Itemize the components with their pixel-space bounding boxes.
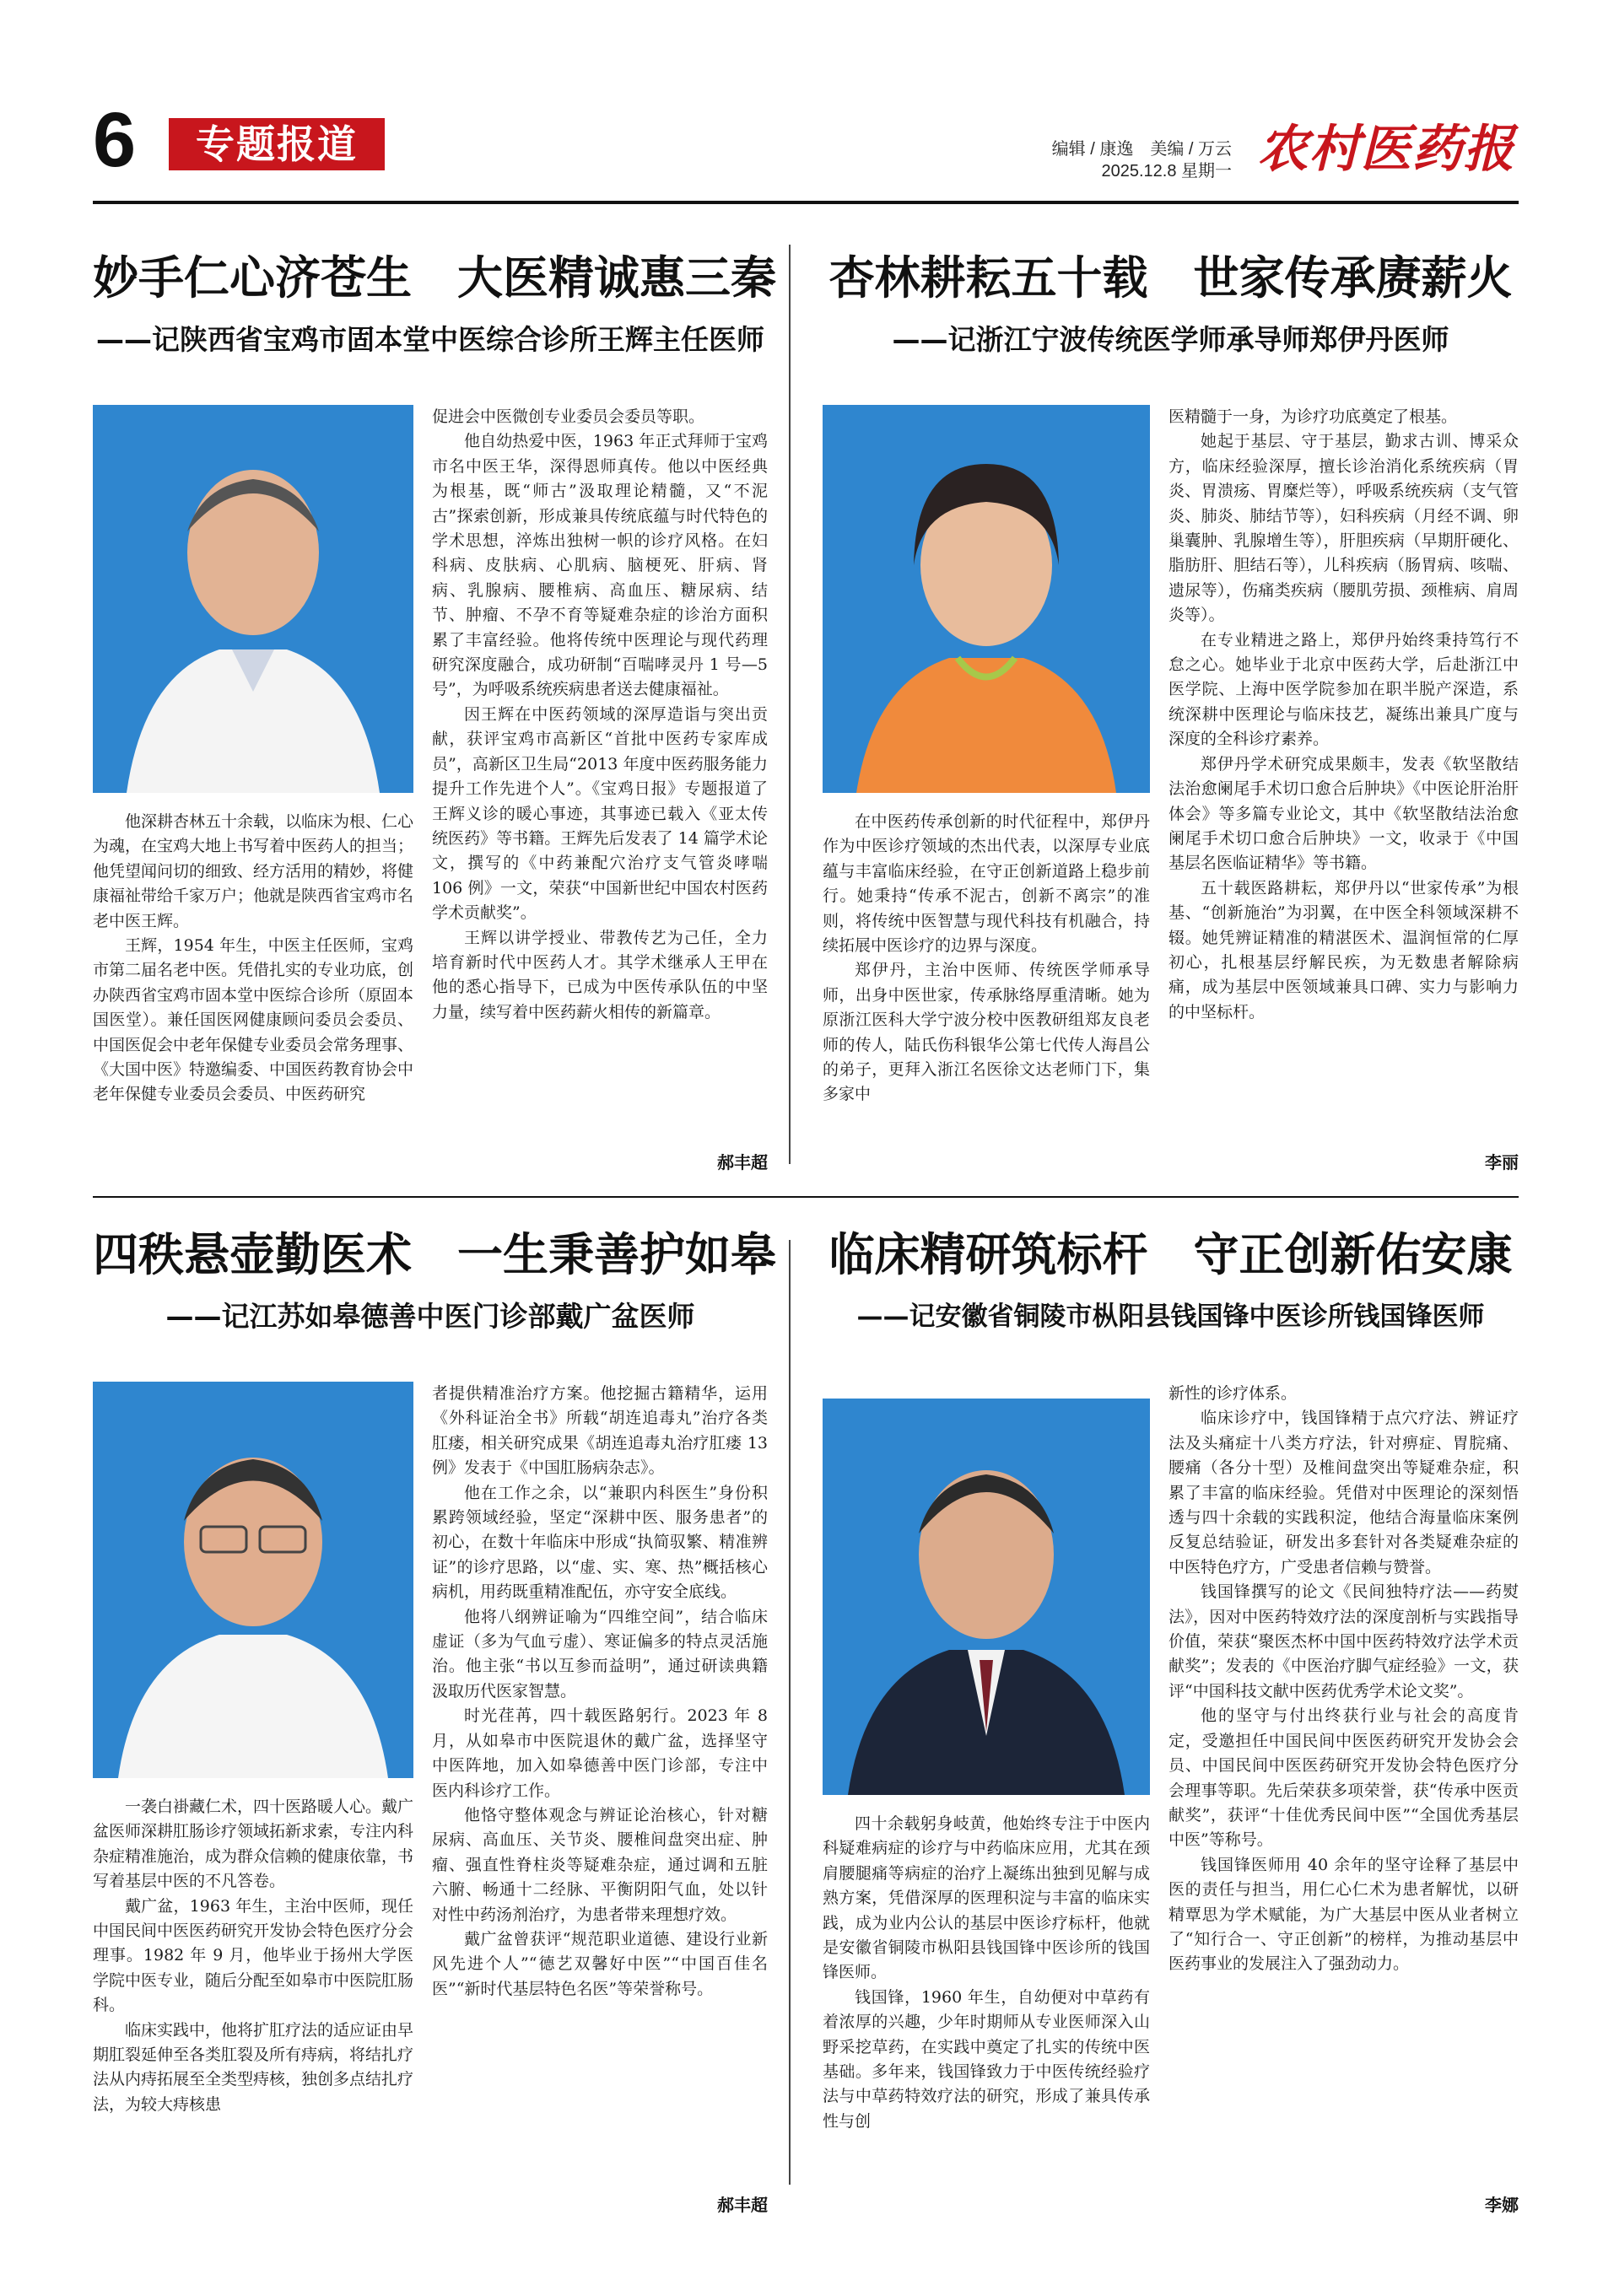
paragraph: 新性的诊疗体系。 xyxy=(1169,1384,1298,1403)
article-qian-guofeng xyxy=(823,1221,1519,2217)
paragraph: 郑伊丹学术研究成果颇丰，发表《软坚散结法治愈阑尾手术切口愈合后肿块》《中医论肝治肝体会》等多篇专业论文，其中《软坚散结法治愈阑尾手术切口愈合后肿块》一文，收录于《中国基层名医临证精华》等书籍。 xyxy=(1169,754,1519,873)
portrait-image xyxy=(823,405,1150,793)
masthead-rule xyxy=(93,201,1519,204)
portrait-image xyxy=(93,1382,413,1778)
paragraph: 戴广盆，1963 年生，主治中医师，现任中国民间中医医药研究开发协会特色医疗分会理事。1982 年 9 月，他毕业于扬州大学医学院中医专业，随后分配至如皋市中医院肛肠科。 xyxy=(93,1896,413,2015)
paragraph: 促进会中医微创专业委员会委员等职。 xyxy=(432,407,705,426)
article-subhead: ——记江苏如皋德善中医门诊部戴广盆医师 xyxy=(165,1300,695,1333)
portrait-photo xyxy=(823,405,1150,793)
author-byline: 郝丰超 xyxy=(717,2195,768,2215)
page-number: 6 xyxy=(93,97,137,183)
body-column-right xyxy=(432,405,768,1151)
editor-credits: 编辑 / 康逸 美编 / 万云 xyxy=(1051,140,1232,159)
body-column-right xyxy=(1169,1382,1519,2195)
author-byline: 李娜 xyxy=(1485,2195,1519,2215)
body-column-right xyxy=(1169,405,1519,1151)
article-headline: 妙手仁心济苍生 大医精诚惠三秦 xyxy=(93,251,776,305)
paragraph: 他的坚守与付出终获行业与社会的高度肯定，受邀担任中国民间中医医药研究开发协会会员、中国民间中医医药研究开发协会特色医疗分会理事等职。先后荣获多项荣誉，获“传承中医贡献奖”，获评“十佳优秀民间中医”“全国优秀基层中医”等称号。 xyxy=(1169,1706,1519,1850)
edition-credits xyxy=(979,138,1232,182)
paragraph: 一袭白褂藏仁术，四十医路暖人心。戴广盆医师深耕肛肠诊疗领域拓新求索，专注内科杂症精准施治，成为群众信赖的健康依靠，书写着基层中医的不凡答卷。 xyxy=(93,1797,413,1891)
author-byline: 郝丰超 xyxy=(717,1152,768,1172)
paragraph: 临床实践中，他将扩肛疗法的适应证由早期肛裂延伸至各类肛裂及所有痔病，将结扎疗法从内痔拓展至全类型痔核，独创多点结扎疗法，为较大痔核患 xyxy=(93,2020,413,2114)
paragraph: 王辉以讲学授业、带教传艺为己任，全力培育新时代中医药人才。其学术继承人王甲在他的悉心指导下，已成为中医传承队伍的中坚力量，续写着中医药薪火相传的新篇章。 xyxy=(432,928,768,1021)
section-rule xyxy=(93,1196,1519,1198)
body-column-left xyxy=(823,1812,1150,2195)
article-headline: 临床精研筑标杆 守正创新佑安康 xyxy=(828,1227,1513,1281)
article-wang-hui xyxy=(93,245,776,1172)
paragraph: 戴广盆曾获评“规范职业道德、建设行业新风先进个人”“德艺双馨好中医”“中国百佳名医”“新时代基层特色名医”等荣誉称号。 xyxy=(432,1929,768,1998)
paragraph: 他自幼热爱中医，1963 年正式拜师于宝鸡市名中医王华，深得恩师真传。他以中医经典为根基，既“师古”汲取理论精髓，又“不泥古”探索创新，形成兼具传统底蕴与时代特色的学术思想，淬炼出独树一帜的诊疗风格。在妇科病、皮肤病、心肌病、脑梗死、肝病、肾病、乳腺病、腰椎病、高血压、糖尿病、结节、肿瘤、不孕不育等疑难杂症的诊治方面积累了丰富经验。他将传统中医理论与现代药理研究深度融合，成功研制“百喘哮灵丹 1 号—5 号”，为呼吸系统疾病患者送去健康福祉。 xyxy=(432,432,768,699)
paragraph: 时光荏苒，四十载医路躬行。2023 年 8 月，从如皋市中医院退休的戴广盆，选择坚守中医阵地，加入如皋德善中医门诊部，专注中医内科诊疗工作。 xyxy=(432,1706,768,1800)
paragraph: 四十余载躬身岐黄，他始终专注于中医内科疑难病症的诊疗与中药临床应用，尤其在颈肩腰腿痛等病症的治疗上凝练出独到见解与成熟方案，凭借深厚的医理积淀与丰富的临床实践，成为业内公认的基层中医诊疗标杆，他就是安徽省铜陵市枞阳县钱国锋中医诊所的钱国锋医师。 xyxy=(823,1814,1150,1982)
paragraph: 钱国锋医师用 40 余年的坚守诠释了基层中医的责任与担当，用仁心仁术为患者解忧，以研精覃思为学术赋能，为广大基层中医从业者树立了“知行合一、守正创新”的榜样，为推动基层中医药事业的发展注入了强劲动力。 xyxy=(1169,1855,1519,1974)
body-column-left xyxy=(93,810,413,1151)
paragraph: 他将八纲辨证喻为“四维空间”，结合临床虚证（多为气血亏虚）、寒证偏多的特点灵活施治。他主张“书以互参而益明”，通过研读典籍汲取历代医家智慧。 xyxy=(432,1607,768,1700)
section-title: 专题报道 xyxy=(169,118,385,170)
paragraph: 郑伊丹，主治中医师、传统医学师承导师，出身中医世家，传承脉络厚重清晰。她为原浙江医科大学宁波分校中医教研组郑友良老师的传人，陆氏伤科银华公第七代传人海昌公的弟子，更拜入浙江名医徐文达老师门下，集多家中 xyxy=(823,961,1150,1104)
body-column-left xyxy=(93,1795,413,2195)
article-subhead: ——记安徽省铜陵市枞阳县钱国锋中医诊所钱国锋医师 xyxy=(856,1302,1485,1332)
body-column-left xyxy=(823,810,1150,1151)
column-divider-bottom xyxy=(789,1240,791,2185)
newspaper-logo: 农村医药报 xyxy=(1257,120,1515,179)
issue-date: 2025.12.8 星期一 xyxy=(1101,162,1232,181)
paragraph: 医精髓于一身，为诊疗功底奠定了根基。 xyxy=(1169,407,1458,426)
article-subhead: ——记浙江宁波传统医学师承导师郑伊丹医师 xyxy=(892,323,1449,356)
paragraph: 他深耕杏林五十余载，以临床为根、仁心为魂，在宝鸡大地上书写着中医药人的担当；他凭望闻问切的细致、经方活用的精妙，将健康福祉带给千家万户；他就是陕西省宝鸡市名老中医王辉。 xyxy=(93,812,413,930)
paragraph: 五十载医路耕耘，郑伊丹以“世家传承”为根基、“创新施治”为羽翼，在中医全科领域深耕不辍。她凭辨证精准的精湛医术、温润恒常的仁厚初心，扎根基层纾解民疾，为无数患者解除病痛，成为基层中医领域兼具口碑、实力与影响力的中坚标杆。 xyxy=(1169,878,1519,1021)
paragraph: 在专业精进之路上，郑伊丹始终秉持笃行不怠之心。她毕业于北京中医药大学，后赴浙江中医学院、上海中医学院参加在职半脱产深造，系统深耕中医理论与临床技艺，凝练出兼具广度与深度的全科诊疗素养。 xyxy=(1169,630,1519,749)
paragraph: 她起于基层、守于基层，勤求古训、博采众方，临床经验深厚，擅长诊治消化系统疾病（胃炎、胃溃疡、胃糜烂等），呼吸系统疾病（支气管炎、肺炎、肺结节等），妇科疾病（月经不调、卵巢囊肿、乳腺增生等），肝胆疾病（早期肝硬化、脂肪肝、胆结石等），儿科疾病（肠胃病、咳喘、遗尿等），伤痛类疾病（腰肌劳损、颈椎病、肩周炎等）。 xyxy=(1169,432,1519,625)
paragraph: 在中医药传承创新的时代征程中，郑伊丹作为中医诊疗领域的杰出代表，以深厚专业底蕴与丰富临床经验，在守正创新道路上稳步前行。她秉持“传承不泥古，创新不离宗”的准则，将传统中医智慧与现代科技有机融合，持续拓展中医诊疗的边界与深度。 xyxy=(823,812,1150,956)
author-byline: 李丽 xyxy=(1485,1152,1519,1172)
paragraph: 者提供精准治疗方案。他挖掘古籍精华，运用《外科证治全书》所载“胡连追毒丸”治疗各类肛瘘，相关研究成果《胡连追毒丸治疗肛瘘 13 例》发表于《中国肛肠病杂志》。 xyxy=(432,1384,768,1478)
portrait-photo xyxy=(823,1399,1150,1795)
paragraph: 王辉，1954 年生，中医主任医师，宝鸡市第二届名老中医。凭借扎实的专业功底，创办陕西省宝鸡市固本堂中医综合诊所（原固本国医堂）。兼任国医网健康顾问委员会委员、中国医促会中老年保健专业委员会常务理事、《大国中医》特邀编委、中国医药教育协会中老年保健专业委员会委员、中医药研究 xyxy=(93,936,413,1104)
paragraph: 临床诊疗中，钱国锋精于点穴疗法、辨证疗法及头痛症十八类方疗法，针对痹症、胃脘痛、腰痛（各分十型）及椎间盘突出等疑难杂症，积累了丰富的临床经验。凭借对中医理论的深刻悟透与四十余载的实践积淀，他结合海量临床案例反复总结验证，研发出多套针对各类疑难杂症的中医特色疗方，广受患者信赖与赞誉。 xyxy=(1169,1409,1519,1576)
article-headline: 四秩悬壶勤医术 一生秉善护如皋 xyxy=(93,1227,776,1281)
body-column-right xyxy=(432,1382,768,2195)
column-divider-top xyxy=(789,245,791,1164)
paragraph: 他恪守整体观念与辨证论治核心，针对糖尿病、高血压、关节炎、腰椎间盘突出症、肿瘤、强直性脊柱炎等疑难杂症，通过调和五脏六腑、畅通十二经脉、平衡阴阳气血，处以针对性中药汤剂治疗，为患者带来理想疗效。 xyxy=(432,1805,768,1924)
paragraph: 因王辉在中医药领域的深厚造诣与突出贡献，获评宝鸡市高新区“首批中医药专家库成员”，高新区卫生局“2013 年度中医药服务能力提升工作先进个人”。《宝鸡日报》专题报道了王辉义诊的暖心事迹，其事迹已载入《亚太传统医药》等书籍。王辉先后发表了 14 篇学术论文，撰写的《中药兼配穴治疗支气管炎哮喘 106 例》一文，荣获“中国新世纪中国农村医药学术贡献奖”。 xyxy=(432,704,768,923)
portrait-photo xyxy=(93,1382,413,1778)
article-zheng-yidan xyxy=(823,245,1519,1172)
article-headline: 杏林耕耘五十载 世家传承赓薪火 xyxy=(828,251,1513,305)
article-dai-guangpen xyxy=(93,1221,776,2217)
portrait-image xyxy=(93,405,413,793)
paragraph: 钱国锋，1960 年生，自幼便对中草药有着浓厚的兴趣，少年时期师从专业医师深入山野采挖草药，在实践中奠定了扎实的传统中医基础。多年来，钱国锋致力于中医传统经验疗法与中草药特效疗法的研究，形成了兼具传承性与创 xyxy=(823,1987,1150,2131)
portrait-photo xyxy=(93,405,413,793)
portrait-image xyxy=(823,1399,1150,1795)
paragraph: 钱国锋撰写的论文《民间独特疗法——药熨法》，因对中医药特效疗法的深度剖析与实践指导价值，荣获“聚医杰杯中国中医药特效疗法学术贡献奖”；发表的《中医治疗脚气症经验》一文，获评“中国科技文献中医药优秀学术论文奖”。 xyxy=(1169,1582,1519,1700)
paragraph: 他在工作之余，以“兼职内科医生”身份积累跨领域经验，坚定“深耕中医、服务患者”的初心，在数十年临床中形成“执简驭繁、精准辨证”的诊疗思路，以“虚、实、寒、热”概括核心病机，用药既重精准配伍，亦守安全底线。 xyxy=(432,1483,768,1602)
article-subhead: ——记陕西省宝鸡市固本堂中医综合诊所王辉主任医师 xyxy=(96,323,764,356)
